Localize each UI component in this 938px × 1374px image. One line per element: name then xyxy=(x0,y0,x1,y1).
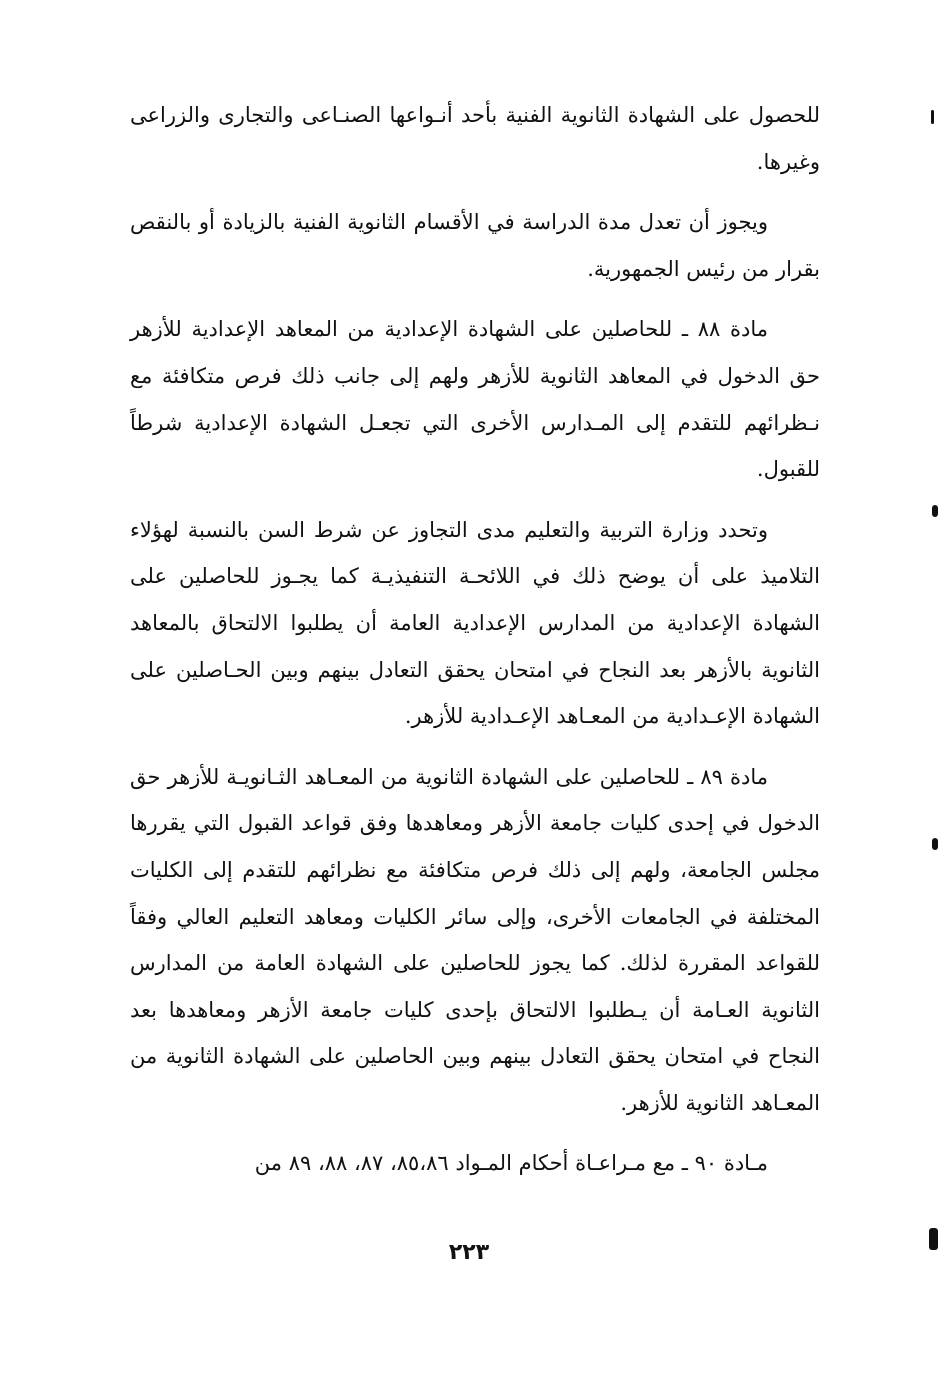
paragraph-article-90: مـادة ٩٠ ـ مع مـراعـاة أحكام المـواد ٨٥،٨٦، ٨٧، ٨٨، ٨٩ من xyxy=(254,1151,768,1176)
binding-mark xyxy=(932,505,938,517)
binding-mark xyxy=(932,838,938,850)
paragraph-age-exemption: وتحدد وزارة التربية والتعليم مدى التجاوز عن شرط السن بالنسبة لهؤلاء التلاميذ على أن يوضح ذلك في اللائحـة التنفيذيـة كما يجـوز للحاصلين على الشهادة الإعدادية من المدارس الإعدادية العامة أن يطلبوا الالتحاق بالمعاهد الثانوية بالأزهر بعد النجاح في امتحان يحقق التعادل بينهم وبين الحـاصلين على الشهادة الإعـدادية من المعـاهد الإعـدادية للأزهر. xyxy=(130,517,820,729)
page-number: ٢٢٣ xyxy=(448,1240,490,1265)
paragraph-duration-amendment: ويجوز أن تعدل مدة الدراسة في الأقسام الثانوية الفنية بالزيادة أو بالنقص بقرار من رئيس الجمهورية. xyxy=(130,210,820,281)
paragraph-article-89: مادة ٨٩ ـ للحاصلين على الشهادة الثانوية من المعـاهد الثـانويـة للأزهر حق الدخول في إحدى كليات جامعة الأزهر ومعاهدها وفق قواعد القبول التي يقررها مجلس الجامعة، ولهم إلى ذلك فرص متكافئة مع نظرائهم للتقدم إلى الكليات المختلفة في الجامعات الأخرى، وإلى سائر الكليات ومعاهد التعليم العالي وفقاً للقواعد المقررة لذلك. كما يجوز للحاصلين على الشهادة العامة من المدارس الثانوية العـامة أن يـطلبوا الالتحاق بإحدى كليات جامعة الأزهر ومعاهدها بعد النجاح في امتحان يحقق التعادل بينهم وبين الحاصلين على الشهادة الثانوية من المعـاهد الثانوية للأزهر. xyxy=(130,764,820,1115)
paragraph-continuation: للحصول على الشهادة الثانوية الفنية بأحد أنـواعها الصنـاعى والتجارى والزراعى وغيرها. xyxy=(130,103,820,174)
page-body xyxy=(130,92,820,1201)
binding-mark xyxy=(929,1228,938,1250)
binding-mark xyxy=(931,110,934,124)
paragraph-article-88: مادة ٨٨ ـ للحاصلين على الشهادة الإعدادية من المعاهد الإعدادية للأزهر حق الدخول في المعاهد الثانوية للأزهر ولهم إلى جانب ذلك فرص متكافئة مع نـظرائهم للتقدم إلى المـدارس الأخرى التي تجعـل الشهادة الإعدادية شرطاً للقبول. xyxy=(130,317,820,482)
